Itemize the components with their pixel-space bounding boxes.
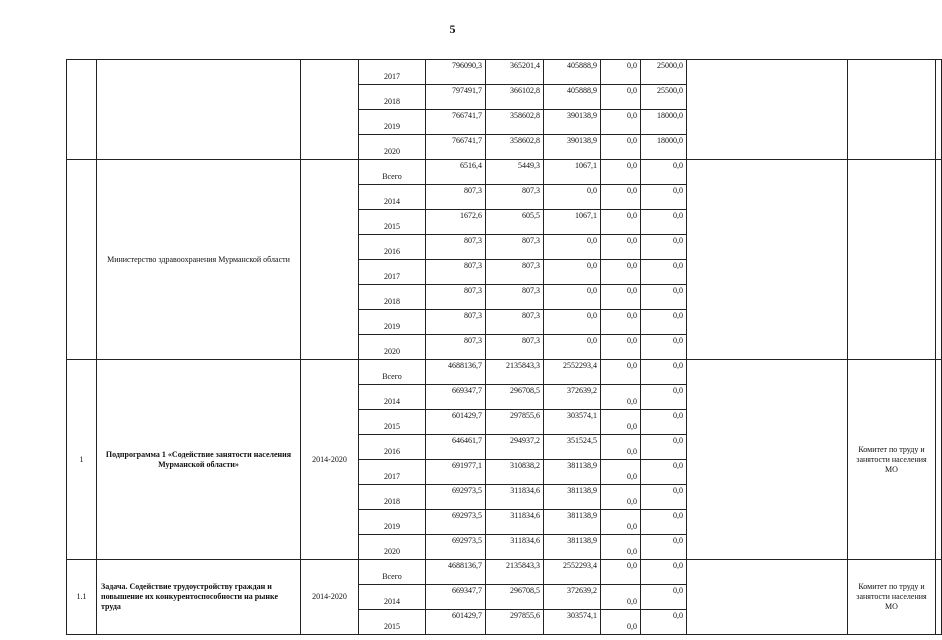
value-cell: 807,3	[486, 285, 544, 310]
year-cell: 2018	[359, 85, 426, 110]
value-cell: 0,0	[641, 160, 687, 185]
value-cell: 0,0	[641, 235, 687, 260]
year-cell: 2019	[359, 310, 426, 335]
value-cell: 692973,5	[426, 535, 486, 560]
year-cell: 2015	[359, 210, 426, 235]
value-cell: 311834,6	[486, 510, 544, 535]
value-cell: 2135843,3	[486, 560, 544, 585]
value-cell: 358602,8	[486, 135, 544, 160]
value-cell: 646461,7	[426, 435, 486, 460]
value-cell: 807,3	[426, 335, 486, 360]
value-cell: 601429,7	[426, 410, 486, 435]
value-cell: 0,0	[641, 560, 687, 585]
value-cell: 18000,0	[641, 110, 687, 135]
value-cell: 0,0	[601, 85, 641, 110]
value-cell: 0,0	[641, 610, 687, 635]
year-cell: 2016	[359, 235, 426, 260]
year-cell: 2014	[359, 385, 426, 410]
value-cell: 5449,3	[486, 160, 544, 185]
value-cell: 2552293,4	[544, 360, 601, 385]
value-cell: 0,0	[544, 285, 601, 310]
value-cell: 1672,6	[426, 210, 486, 235]
value-cell: 310838,2	[486, 460, 544, 485]
row-number: 1	[67, 360, 97, 560]
value-cell: 296708,5	[486, 385, 544, 410]
value-cell: 0,0	[641, 585, 687, 610]
value-cell: 0,0	[601, 610, 641, 635]
value-cell: 366102,8	[486, 85, 544, 110]
year-cell: 2019	[359, 110, 426, 135]
year-cell: 2020	[359, 535, 426, 560]
value-cell: 0,0	[641, 260, 687, 285]
value-cell: 0,0	[601, 185, 641, 210]
value-cell: 390138,9	[544, 110, 601, 135]
table-row	[67, 360, 942, 385]
value-cell: 0,0	[641, 385, 687, 410]
value-cell: 0,0	[601, 435, 641, 460]
edge-cell	[936, 360, 942, 560]
program-name	[97, 60, 301, 160]
year-cell: 2018	[359, 485, 426, 510]
value-cell: 807,3	[426, 185, 486, 210]
value-cell: 0,0	[601, 285, 641, 310]
value-cell: 0,0	[601, 560, 641, 585]
value-cell: 0,0	[601, 485, 641, 510]
value-cell: 807,3	[426, 235, 486, 260]
value-cell: 1067,1	[544, 160, 601, 185]
value-cell: 807,3	[486, 310, 544, 335]
value-cell: 390138,9	[544, 135, 601, 160]
value-cell: 358602,8	[486, 110, 544, 135]
table-row	[67, 560, 942, 585]
value-cell: 303574,1	[544, 610, 601, 635]
period-cell	[301, 60, 359, 160]
note-cell	[687, 60, 848, 160]
value-cell: 311834,6	[486, 485, 544, 510]
value-cell: 0,0	[641, 360, 687, 385]
value-cell: 0,0	[544, 235, 601, 260]
executor-cell: Комитет по труду и занятости населения МО	[848, 560, 936, 635]
edge-cell	[936, 160, 942, 360]
year-cell: 2014	[359, 585, 426, 610]
value-cell: 296708,5	[486, 585, 544, 610]
value-cell: 0,0	[601, 235, 641, 260]
value-cell: 2552293,4	[544, 560, 601, 585]
value-cell: 6516,4	[426, 160, 486, 185]
value-cell: 303574,1	[544, 410, 601, 435]
value-cell: 807,3	[486, 235, 544, 260]
value-cell: 0,0	[641, 210, 687, 235]
year-cell: 2016	[359, 435, 426, 460]
row-number: 1.1	[67, 560, 97, 635]
table-row	[67, 60, 942, 85]
value-cell: 381138,9	[544, 485, 601, 510]
value-cell: 294937,2	[486, 435, 544, 460]
value-cell: 4688136,7	[426, 560, 486, 585]
year-cell: Всего	[359, 560, 426, 585]
value-cell: 0,0	[601, 460, 641, 485]
edge-cell	[936, 560, 942, 635]
executor-cell	[848, 160, 936, 360]
value-cell: 669347,7	[426, 385, 486, 410]
value-cell: 4688136,7	[426, 360, 486, 385]
period-cell: 2014-2020	[301, 560, 359, 635]
value-cell: 692973,5	[426, 485, 486, 510]
value-cell: 669347,7	[426, 585, 486, 610]
value-cell: 25500,0	[641, 85, 687, 110]
value-cell: 0,0	[641, 435, 687, 460]
value-cell: 405888,9	[544, 60, 601, 85]
value-cell: 25000,0	[641, 60, 687, 85]
value-cell: 807,3	[486, 335, 544, 360]
value-cell: 796090,3	[426, 60, 486, 85]
year-cell: 2019	[359, 510, 426, 535]
value-cell: 692973,5	[426, 510, 486, 535]
value-cell: 0,0	[601, 110, 641, 135]
value-cell: 0,0	[601, 335, 641, 360]
value-cell: 0,0	[601, 410, 641, 435]
row-number	[67, 60, 97, 160]
value-cell: 365201,4	[486, 60, 544, 85]
year-cell: 2015	[359, 610, 426, 635]
note-cell	[687, 560, 848, 635]
value-cell: 351524,5	[544, 435, 601, 460]
value-cell: 297855,6	[486, 610, 544, 635]
value-cell: 1067,1	[544, 210, 601, 235]
note-cell	[687, 360, 848, 560]
year-cell: 2017	[359, 60, 426, 85]
year-cell: 2017	[359, 260, 426, 285]
period-cell	[301, 160, 359, 360]
value-cell: 0,0	[641, 410, 687, 435]
year-cell: 2018	[359, 285, 426, 310]
table-row	[67, 160, 942, 185]
value-cell: 0,0	[641, 535, 687, 560]
value-cell: 0,0	[641, 460, 687, 485]
year-cell: 2015	[359, 410, 426, 435]
executor-cell: Комитет по труду и занятости населения МО	[848, 360, 936, 560]
value-cell: 807,3	[426, 260, 486, 285]
value-cell: 0,0	[601, 60, 641, 85]
value-cell: 0,0	[601, 510, 641, 535]
value-cell: 405888,9	[544, 85, 601, 110]
value-cell: 372639,2	[544, 585, 601, 610]
value-cell: 0,0	[601, 360, 641, 385]
value-cell: 2135843,3	[486, 360, 544, 385]
value-cell: 0,0	[641, 285, 687, 310]
value-cell: 311834,6	[486, 535, 544, 560]
value-cell: 0,0	[601, 385, 641, 410]
value-cell: 18000,0	[641, 135, 687, 160]
value-cell: 691977,1	[426, 460, 486, 485]
year-cell: 2020	[359, 335, 426, 360]
period-cell: 2014-2020	[301, 360, 359, 560]
year-cell: Всего	[359, 160, 426, 185]
value-cell: 766741,7	[426, 135, 486, 160]
value-cell: 381138,9	[544, 460, 601, 485]
value-cell: 601429,7	[426, 610, 486, 635]
value-cell: 0,0	[601, 585, 641, 610]
value-cell: 766741,7	[426, 110, 486, 135]
value-cell: 0,0	[544, 310, 601, 335]
value-cell: 381138,9	[544, 535, 601, 560]
value-cell: 372639,2	[544, 385, 601, 410]
value-cell: 0,0	[641, 185, 687, 210]
year-cell: 2017	[359, 460, 426, 485]
program-name: Министерство здравоохранения Мурманской области	[97, 160, 301, 360]
value-cell: 807,3	[426, 310, 486, 335]
value-cell: 0,0	[601, 535, 641, 560]
value-cell: 0,0	[601, 160, 641, 185]
value-cell: 807,3	[486, 185, 544, 210]
year-cell: Всего	[359, 360, 426, 385]
row-number	[67, 160, 97, 360]
value-cell: 0,0	[601, 210, 641, 235]
value-cell: 297855,6	[486, 410, 544, 435]
value-cell: 0,0	[544, 185, 601, 210]
year-cell: 2014	[359, 185, 426, 210]
value-cell: 0,0	[641, 335, 687, 360]
page-number: 5	[449, 22, 456, 36]
program-name: Задача. Содействие трудоустройству граждан и повышение их конкурентоспособности на рынке труда	[97, 560, 301, 635]
value-cell: 807,3	[426, 285, 486, 310]
note-cell	[687, 160, 848, 360]
value-cell: 0,0	[641, 485, 687, 510]
value-cell: 0,0	[544, 260, 601, 285]
value-cell: 0,0	[544, 335, 601, 360]
value-cell: 807,3	[486, 260, 544, 285]
value-cell: 381138,9	[544, 510, 601, 535]
year-cell: 2020	[359, 135, 426, 160]
value-cell: 0,0	[601, 310, 641, 335]
executor-cell	[848, 60, 936, 160]
edge-cell	[936, 60, 942, 160]
value-cell: 0,0	[641, 510, 687, 535]
program-name: Подпрограмма 1 «Содействие занятости населения Мурманской области»	[97, 360, 301, 560]
budget-table	[66, 59, 942, 635]
value-cell: 0,0	[601, 260, 641, 285]
value-cell: 0,0	[601, 135, 641, 160]
value-cell: 0,0	[641, 310, 687, 335]
value-cell: 605,5	[486, 210, 544, 235]
value-cell: 797491,7	[426, 85, 486, 110]
